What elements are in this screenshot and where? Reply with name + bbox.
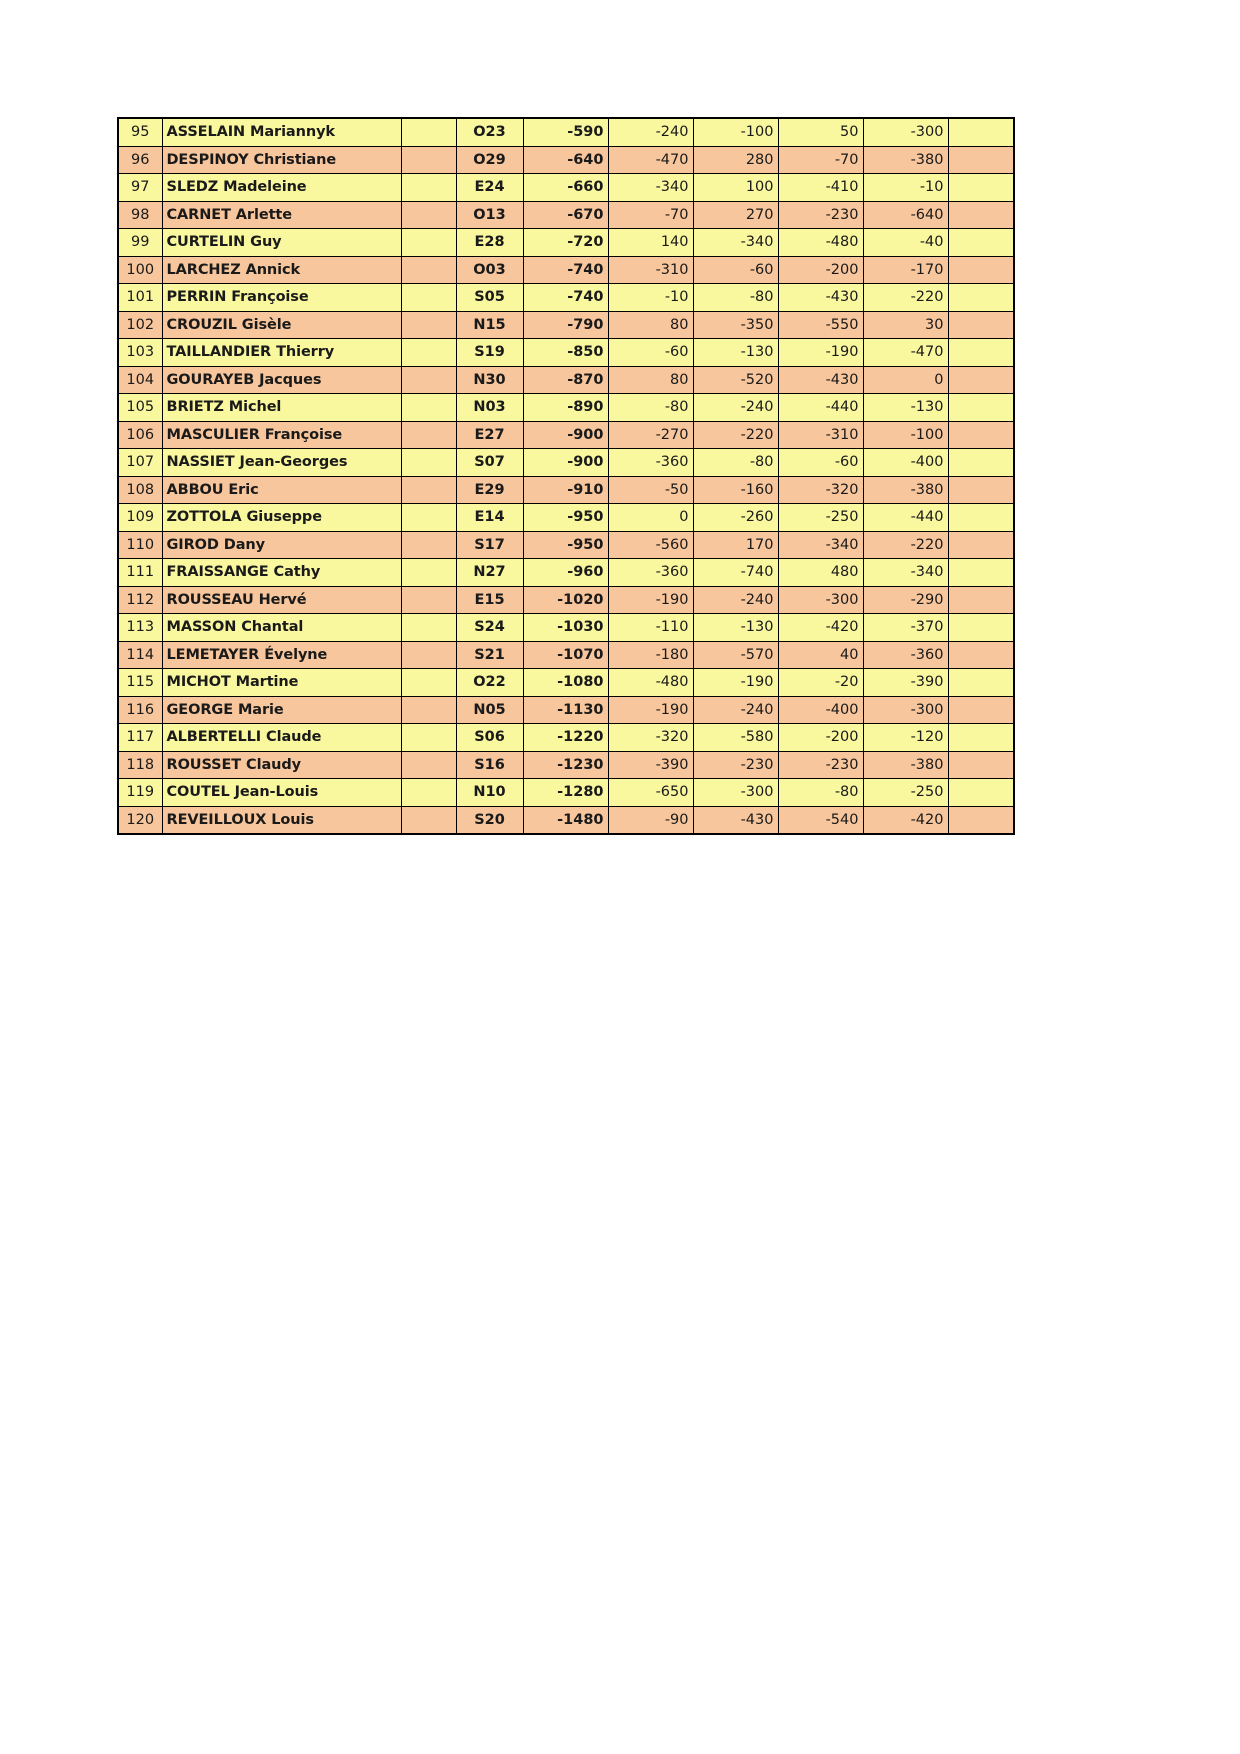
cell-code: O23 [456,118,523,146]
cell-total: -950 [523,531,608,559]
cell-total: -720 [523,229,608,257]
cell-code: O22 [456,669,523,697]
table-row [118,724,1014,752]
cell-total: -640 [523,146,608,174]
cell-total: -590 [523,118,608,146]
cell-player-name: LEMETAYER Évelyne [162,641,401,669]
cell-total: -790 [523,311,608,339]
cell-player-name: CURTELIN Guy [162,229,401,257]
cell-score-2: -520 [693,366,778,394]
cell-score-1: -650 [608,779,693,807]
cell-code: S06 [456,724,523,752]
cell-score-3: -400 [778,696,863,724]
cell-score-4: -300 [863,696,948,724]
cell-player-name: LARCHEZ Annick [162,256,401,284]
cell-trailing [948,531,1014,559]
cell-player-name: GEORGE Marie [162,696,401,724]
cell-rank: 101 [118,284,162,312]
cell-score-1: -390 [608,751,693,779]
cell-trailing [948,256,1014,284]
cell-code: S17 [456,531,523,559]
cell-code: E29 [456,476,523,504]
cell-total: -890 [523,394,608,422]
cell-score-2: 270 [693,201,778,229]
cell-score-3: 40 [778,641,863,669]
table-row [118,669,1014,697]
cell-spacer [401,256,456,284]
cell-player-name: MICHOT Martine [162,669,401,697]
cell-score-1: -320 [608,724,693,752]
cell-spacer [401,724,456,752]
cell-total: -1230 [523,751,608,779]
cell-score-2: -350 [693,311,778,339]
cell-code: O03 [456,256,523,284]
cell-score-3: -300 [778,586,863,614]
cell-score-4: -370 [863,614,948,642]
cell-spacer [401,421,456,449]
results-table-body [118,118,1014,834]
cell-spacer [401,586,456,614]
cell-trailing [948,806,1014,834]
cell-total: -910 [523,476,608,504]
cell-trailing [948,229,1014,257]
cell-total: -850 [523,339,608,367]
cell-spacer [401,311,456,339]
cell-score-3: -440 [778,394,863,422]
cell-total: -1080 [523,669,608,697]
results-table-container [117,117,1013,835]
cell-score-2: -570 [693,641,778,669]
cell-score-1: -90 [608,806,693,834]
cell-score-4: 30 [863,311,948,339]
cell-score-1: -480 [608,669,693,697]
cell-score-4: -120 [863,724,948,752]
table-row [118,559,1014,587]
cell-score-3: -420 [778,614,863,642]
cell-total: -870 [523,366,608,394]
cell-score-1: -10 [608,284,693,312]
cell-score-4: -360 [863,641,948,669]
cell-total: -900 [523,421,608,449]
cell-player-name: CROUZIL Gisèle [162,311,401,339]
cell-player-name: ROUSSET Claudy [162,751,401,779]
cell-score-1: -360 [608,559,693,587]
cell-rank: 117 [118,724,162,752]
cell-code: S21 [456,641,523,669]
cell-player-name: COUTEL Jean-Louis [162,779,401,807]
cell-player-name: ROUSSEAU Hervé [162,586,401,614]
cell-trailing [948,724,1014,752]
cell-code: S20 [456,806,523,834]
cell-code: N10 [456,779,523,807]
cell-code: E24 [456,174,523,202]
cell-total: -670 [523,201,608,229]
cell-spacer [401,559,456,587]
cell-score-4: -380 [863,146,948,174]
cell-score-4: -290 [863,586,948,614]
cell-code: O13 [456,201,523,229]
cell-trailing [948,586,1014,614]
results-table [117,117,1015,835]
cell-score-4: 0 [863,366,948,394]
table-row [118,614,1014,642]
cell-score-1: -190 [608,696,693,724]
cell-spacer [401,118,456,146]
cell-player-name: ABBOU Eric [162,476,401,504]
cell-score-2: -430 [693,806,778,834]
cell-score-1: -80 [608,394,693,422]
cell-player-name: NASSIET Jean-Georges [162,449,401,477]
cell-code: S24 [456,614,523,642]
cell-trailing [948,751,1014,779]
cell-total: -1280 [523,779,608,807]
cell-score-3: -320 [778,476,863,504]
cell-trailing [948,696,1014,724]
cell-trailing [948,366,1014,394]
cell-score-3: -80 [778,779,863,807]
cell-trailing [948,779,1014,807]
cell-code: N30 [456,366,523,394]
cell-score-2: -740 [693,559,778,587]
cell-score-2: -100 [693,118,778,146]
cell-spacer [401,779,456,807]
cell-trailing [948,504,1014,532]
cell-code: S19 [456,339,523,367]
cell-score-3: -430 [778,284,863,312]
cell-spacer [401,696,456,724]
cell-score-4: -340 [863,559,948,587]
cell-player-name: TAILLANDIER Thierry [162,339,401,367]
cell-trailing [948,118,1014,146]
cell-score-4: -10 [863,174,948,202]
cell-rank: 116 [118,696,162,724]
cell-score-1: 140 [608,229,693,257]
cell-spacer [401,284,456,312]
cell-rank: 95 [118,118,162,146]
cell-rank: 115 [118,669,162,697]
cell-score-2: -340 [693,229,778,257]
cell-code: N27 [456,559,523,587]
table-row [118,449,1014,477]
cell-score-2: -130 [693,339,778,367]
cell-player-name: CARNET Arlette [162,201,401,229]
cell-score-3: -200 [778,256,863,284]
cell-score-2: -240 [693,696,778,724]
cell-spacer [401,641,456,669]
cell-score-3: -20 [778,669,863,697]
cell-total: -1070 [523,641,608,669]
cell-score-1: -190 [608,586,693,614]
cell-score-4: -220 [863,531,948,559]
cell-score-3: -190 [778,339,863,367]
cell-player-name: ASSELAIN Mariannyk [162,118,401,146]
cell-player-name: ALBERTELLI Claude [162,724,401,752]
cell-score-4: -420 [863,806,948,834]
table-row [118,751,1014,779]
cell-score-3: -230 [778,751,863,779]
cell-trailing [948,284,1014,312]
cell-trailing [948,146,1014,174]
cell-score-2: 280 [693,146,778,174]
cell-total: -950 [523,504,608,532]
cell-score-1: -60 [608,339,693,367]
cell-total: -1480 [523,806,608,834]
cell-total: -960 [523,559,608,587]
cell-spacer [401,339,456,367]
cell-score-2: -220 [693,421,778,449]
cell-player-name: MASSON Chantal [162,614,401,642]
cell-rank: 96 [118,146,162,174]
cell-spacer [401,806,456,834]
cell-rank: 102 [118,311,162,339]
cell-score-2: -240 [693,394,778,422]
cell-spacer [401,669,456,697]
cell-player-name: GIROD Dany [162,531,401,559]
cell-rank: 98 [118,201,162,229]
cell-code: O29 [456,146,523,174]
cell-rank: 103 [118,339,162,367]
table-row [118,641,1014,669]
cell-code: N03 [456,394,523,422]
cell-total: -1020 [523,586,608,614]
cell-rank: 108 [118,476,162,504]
cell-total: -1130 [523,696,608,724]
table-row [118,421,1014,449]
cell-rank: 118 [118,751,162,779]
cell-score-2: -80 [693,449,778,477]
cell-score-2: -80 [693,284,778,312]
cell-score-4: -130 [863,394,948,422]
table-row [118,229,1014,257]
cell-spacer [401,476,456,504]
cell-spacer [401,201,456,229]
table-row [118,311,1014,339]
cell-score-1: -340 [608,174,693,202]
cell-total: -1030 [523,614,608,642]
cell-score-2: 100 [693,174,778,202]
cell-rank: 105 [118,394,162,422]
cell-rank: 107 [118,449,162,477]
cell-player-name: SLEDZ Madeleine [162,174,401,202]
cell-trailing [948,174,1014,202]
cell-score-4: -440 [863,504,948,532]
cell-rank: 119 [118,779,162,807]
cell-score-1: -110 [608,614,693,642]
cell-score-2: -300 [693,779,778,807]
cell-score-2: -240 [693,586,778,614]
cell-score-3: -410 [778,174,863,202]
cell-trailing [948,559,1014,587]
cell-score-4: -250 [863,779,948,807]
cell-score-1: -360 [608,449,693,477]
table-row [118,118,1014,146]
cell-spacer [401,174,456,202]
table-row [118,586,1014,614]
cell-code: S16 [456,751,523,779]
table-row [118,366,1014,394]
cell-score-3: -70 [778,146,863,174]
cell-spacer [401,366,456,394]
table-row [118,696,1014,724]
cell-score-1: 80 [608,366,693,394]
cell-score-4: -220 [863,284,948,312]
cell-trailing [948,394,1014,422]
cell-rank: 100 [118,256,162,284]
cell-total: -1220 [523,724,608,752]
cell-player-name: GOURAYEB Jacques [162,366,401,394]
cell-code: N05 [456,696,523,724]
cell-score-1: -310 [608,256,693,284]
cell-score-2: -260 [693,504,778,532]
cell-score-2: -60 [693,256,778,284]
cell-score-1: -270 [608,421,693,449]
cell-spacer [401,531,456,559]
cell-score-2: -230 [693,751,778,779]
cell-score-4: -300 [863,118,948,146]
cell-spacer [401,449,456,477]
cell-code: E27 [456,421,523,449]
table-row [118,476,1014,504]
cell-trailing [948,201,1014,229]
cell-score-3: -550 [778,311,863,339]
cell-rank: 113 [118,614,162,642]
cell-score-2: 170 [693,531,778,559]
cell-rank: 112 [118,586,162,614]
cell-score-3: -60 [778,449,863,477]
cell-trailing [948,669,1014,697]
cell-score-2: -190 [693,669,778,697]
cell-total: -900 [523,449,608,477]
cell-rank: 110 [118,531,162,559]
cell-rank: 97 [118,174,162,202]
cell-score-1: 0 [608,504,693,532]
cell-score-3: 480 [778,559,863,587]
cell-score-3: -200 [778,724,863,752]
cell-rank: 120 [118,806,162,834]
table-row [118,531,1014,559]
cell-score-1: -470 [608,146,693,174]
cell-score-4: -100 [863,421,948,449]
cell-player-name: REVEILLOUX Louis [162,806,401,834]
cell-spacer [401,504,456,532]
cell-trailing [948,311,1014,339]
cell-player-name: DESPINOY Christiane [162,146,401,174]
cell-score-2: -130 [693,614,778,642]
cell-score-2: -580 [693,724,778,752]
cell-rank: 114 [118,641,162,669]
cell-code: S05 [456,284,523,312]
table-row [118,339,1014,367]
cell-score-2: -160 [693,476,778,504]
cell-score-4: -390 [863,669,948,697]
cell-trailing [948,421,1014,449]
cell-score-3: 50 [778,118,863,146]
cell-score-1: -180 [608,641,693,669]
table-row [118,806,1014,834]
cell-spacer [401,751,456,779]
cell-score-4: -470 [863,339,948,367]
cell-code: E14 [456,504,523,532]
cell-player-name: FRAISSANGE Cathy [162,559,401,587]
cell-code: N15 [456,311,523,339]
cell-trailing [948,339,1014,367]
cell-score-3: -230 [778,201,863,229]
cell-score-3: -340 [778,531,863,559]
cell-score-1: -50 [608,476,693,504]
cell-score-1: -560 [608,531,693,559]
cell-total: -740 [523,284,608,312]
cell-player-name: MASCULIER Françoise [162,421,401,449]
cell-code: S07 [456,449,523,477]
cell-score-3: -250 [778,504,863,532]
cell-rank: 109 [118,504,162,532]
cell-rank: 104 [118,366,162,394]
cell-score-3: -430 [778,366,863,394]
cell-player-name: ZOTTOLA Giuseppe [162,504,401,532]
table-row [118,504,1014,532]
cell-code: E15 [456,586,523,614]
cell-spacer [401,614,456,642]
cell-rank: 106 [118,421,162,449]
cell-spacer [401,394,456,422]
cell-score-3: -480 [778,229,863,257]
cell-trailing [948,641,1014,669]
cell-spacer [401,229,456,257]
cell-score-4: -40 [863,229,948,257]
cell-score-1: -240 [608,118,693,146]
cell-rank: 111 [118,559,162,587]
cell-total: -740 [523,256,608,284]
cell-score-1: 80 [608,311,693,339]
table-row [118,146,1014,174]
cell-rank: 99 [118,229,162,257]
cell-score-1: -70 [608,201,693,229]
cell-score-4: -380 [863,476,948,504]
cell-trailing [948,476,1014,504]
cell-score-4: -400 [863,449,948,477]
cell-score-3: -310 [778,421,863,449]
cell-score-4: -170 [863,256,948,284]
cell-score-4: -640 [863,201,948,229]
table-row [118,779,1014,807]
cell-spacer [401,146,456,174]
cell-score-3: -540 [778,806,863,834]
cell-score-4: -380 [863,751,948,779]
table-row [118,394,1014,422]
table-row [118,201,1014,229]
cell-player-name: PERRIN Françoise [162,284,401,312]
cell-code: E28 [456,229,523,257]
cell-total: -660 [523,174,608,202]
table-row [118,284,1014,312]
cell-trailing [948,614,1014,642]
cell-trailing [948,449,1014,477]
cell-player-name: BRIETZ Michel [162,394,401,422]
table-row [118,174,1014,202]
table-row [118,256,1014,284]
